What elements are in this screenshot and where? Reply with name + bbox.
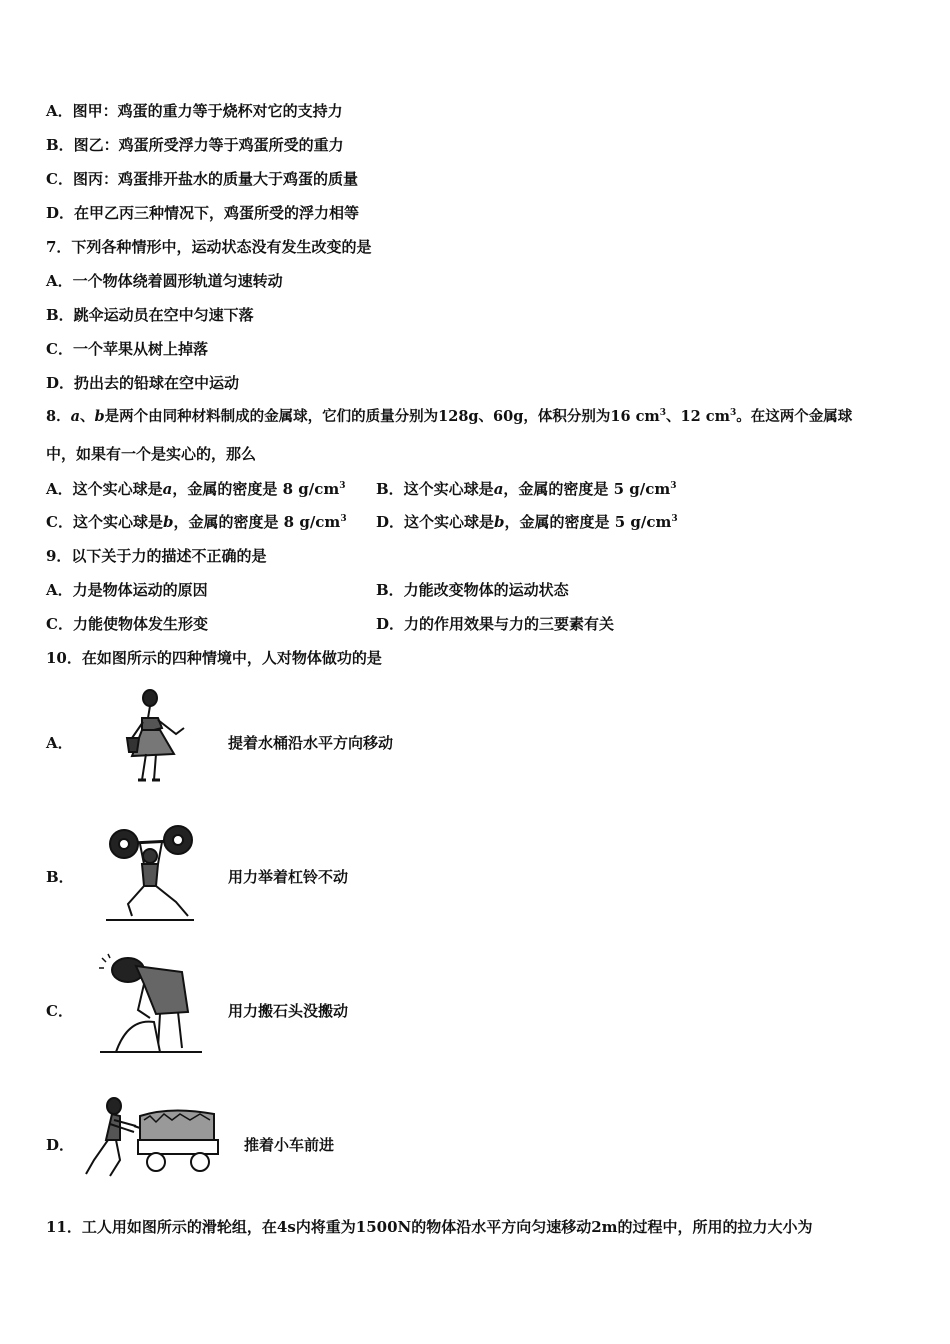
- person-carrying-bucket-icon: [112, 688, 192, 788]
- q10-option-d-letter: D．: [46, 1136, 75, 1154]
- q8-stem-line1: 8．a、b是两个由同种材料制成的金属球，它们的质量分别为128g、60g，体积分别为16 $cm^3$、12 $cm^3$。在这两个金属球: [46, 408, 853, 425]
- q6-option-c: C．图丙：鸡蛋排开盐水的质量大于鸡蛋的质量: [46, 170, 358, 188]
- q6-option-b: B．图乙：鸡蛋所受浮力等于鸡蛋所受的重力: [46, 136, 344, 154]
- q9-option-b: B．力能改变物体的运动状态: [376, 581, 569, 599]
- q10-option-c-text: 用力搬石头没搬动: [228, 1002, 349, 1020]
- q6-option-a: A．图甲：鸡蛋的重力等于烧杯对它的支持力: [46, 102, 343, 120]
- q7-option-c: C．一个苹果从树上掉落: [46, 340, 208, 358]
- q9-option-d: D．力的作用效果与力的三要素有关: [376, 615, 615, 633]
- q7-option-a: A．一个物体绕着圆形轨道匀速转动: [46, 272, 283, 290]
- q8-option-c: C．这个实心球是b，金属的密度是 8 $g/cm^3$: [46, 513, 347, 531]
- q10-option-b-letter: B．: [46, 868, 74, 886]
- q10-option-d-text: 推着小车前进: [244, 1136, 335, 1154]
- person-pushing-cart-icon: [80, 1096, 222, 1182]
- q8-option-b: B．这个实心球是a，金属的密度是 5 $g/cm^3$: [376, 480, 677, 498]
- q7-stem: 7．下列各种情形中，运动状态没有发生改变的是: [46, 238, 372, 256]
- q10-option-c-letter: C．: [46, 1002, 73, 1020]
- q10-option-a-text: 提着水桶沿水平方向移动: [228, 734, 394, 752]
- q10-option-b-text: 用力举着杠铃不动: [228, 868, 349, 886]
- q8-option-a: A．这个实心球是a，金属的密度是 8 $g/cm^3$: [46, 480, 346, 498]
- q8-option-d: D．这个实心球是b，金属的密度是 5 $g/cm^3$: [376, 513, 678, 531]
- q7-option-d: D．扔出去的铅球在空中运动: [46, 374, 240, 392]
- q9-option-a: A．力是物体运动的原因: [46, 581, 208, 599]
- q7-option-b: B．跳伞运动员在空中匀速下落: [46, 306, 254, 324]
- q6-option-d: D．在甲乙丙三种情况下，鸡蛋所受的浮力相等: [46, 204, 360, 222]
- q9-option-c: C．力能使物体发生形变: [46, 615, 208, 633]
- q11-stem: 11．工人用如图所示的滑轮组，在4s内将重为1500N的物体沿水平方向匀速移动2m的过程中，所用的拉力大小为: [46, 1218, 813, 1236]
- q9-stem: 9．以下关于力的描述不正确的是: [46, 547, 267, 565]
- person-lifting-stone-icon: [98, 952, 206, 1056]
- q8-stem-line2: 中，如果有一个是实心的，那么: [46, 445, 257, 463]
- weightlifter-icon: [106, 820, 198, 924]
- q10-option-a-letter: A．: [46, 734, 73, 752]
- q10-stem: 10．在如图所示的四种情境中，人对物体做功的是: [46, 649, 382, 667]
